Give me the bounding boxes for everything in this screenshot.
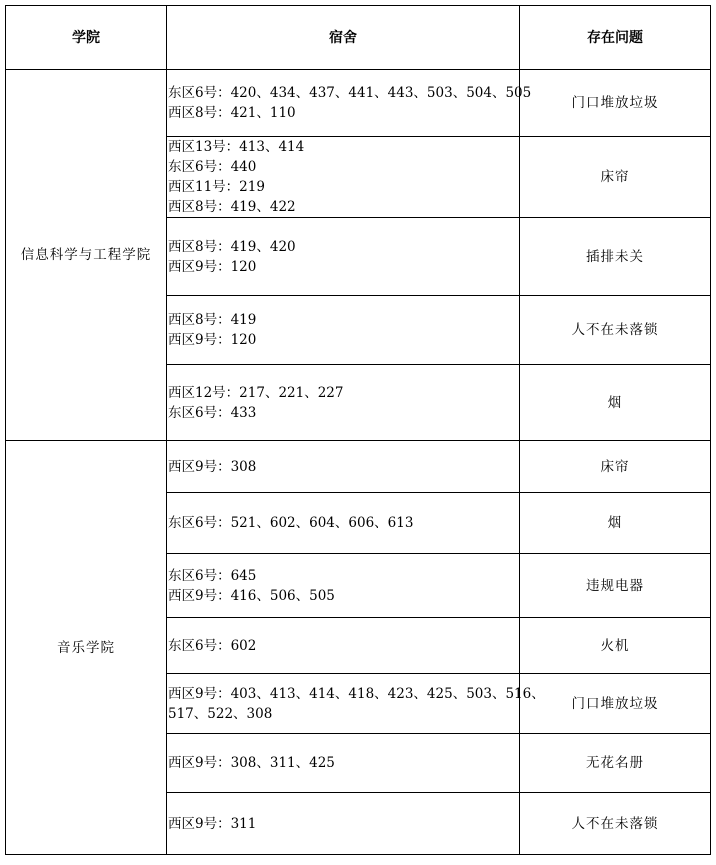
dorm-line: 东区6号：440 (168, 159, 257, 175)
dorm-line: 东区6号：521、602、604、606、613 (168, 515, 414, 531)
table-row (6, 441, 711, 493)
table-body (6, 70, 711, 855)
dorm-cell (167, 70, 532, 137)
issue-cell: 人不在未落锁 (520, 296, 711, 365)
dorm-cell (167, 734, 520, 793)
dorm-cell (167, 441, 520, 493)
dorm-cell (167, 493, 520, 554)
issue-cell: 无花名册 (520, 734, 711, 793)
dorm-line: 西区8号：419 (168, 312, 257, 328)
issue-cell: 插排未关 (520, 218, 711, 296)
dorm-line: 西区9号：308、311、425 (168, 755, 335, 771)
issue-cell: 门口堆放垃圾 (520, 674, 711, 734)
dorm-cell (167, 793, 520, 855)
issue-cell: 火机 (520, 618, 711, 674)
dorm-line: 西区13号：413、414 (168, 139, 305, 155)
dorm-line: 西区9号：311 (168, 815, 257, 832)
dorm-line: 517、522、308 (168, 705, 273, 722)
issue-cell: 烟 (520, 365, 711, 441)
dorm-line: 西区12号：217、221、227 (168, 384, 344, 401)
dorm-line: 东区6号：433 (168, 404, 257, 421)
dorm-line: 西区9号：416、506、505 (168, 587, 335, 604)
dorm-cell (167, 137, 520, 218)
issue-cell: 人不在未落锁 (520, 793, 711, 855)
header-issue: 存在问题 (520, 6, 711, 70)
table-header-row (6, 6, 711, 70)
school-cell: 音乐学院 (6, 441, 167, 855)
dorm-line: 西区8号：419、420 (168, 238, 296, 255)
dorm-line: 西区9号：120 (168, 332, 257, 348)
issue-cell: 床帘 (520, 137, 711, 218)
dorm-line: 东区6号：420、434、437、441、443、503、504、505 (168, 85, 532, 101)
dorm-cell (167, 554, 520, 618)
header-dorm: 宿舍 (167, 6, 520, 70)
dorm-line: 西区9号：403、413、414、418、423、425、503、516、 (168, 685, 545, 702)
dorm-line: 东区6号：645 (168, 567, 257, 584)
dorm-line: 东区6号：602 (168, 637, 257, 654)
table-row (6, 70, 711, 137)
issue-cell: 床帘 (520, 441, 711, 493)
school-cell: 信息科学与工程学院 (6, 70, 167, 441)
dorm-line: 西区8号：421、110 (168, 105, 296, 121)
issue-cell: 烟 (520, 493, 711, 554)
dorm-cell (167, 365, 520, 441)
dorm-line: 西区9号：120 (168, 258, 257, 275)
dorm-cell (167, 674, 545, 734)
dorm-line: 西区11号：219 (168, 179, 265, 195)
inspection-table (5, 5, 711, 855)
dorm-line: 西区9号：308 (168, 458, 257, 475)
dorm-cell (167, 218, 520, 296)
header-school: 学院 (6, 6, 167, 70)
issue-cell: 违规电器 (520, 554, 711, 618)
dorm-cell (167, 618, 520, 674)
dorm-line: 西区8号：419、422 (168, 199, 296, 215)
issue-cell: 门口堆放垃圾 (520, 70, 711, 137)
dorm-cell (167, 296, 520, 365)
